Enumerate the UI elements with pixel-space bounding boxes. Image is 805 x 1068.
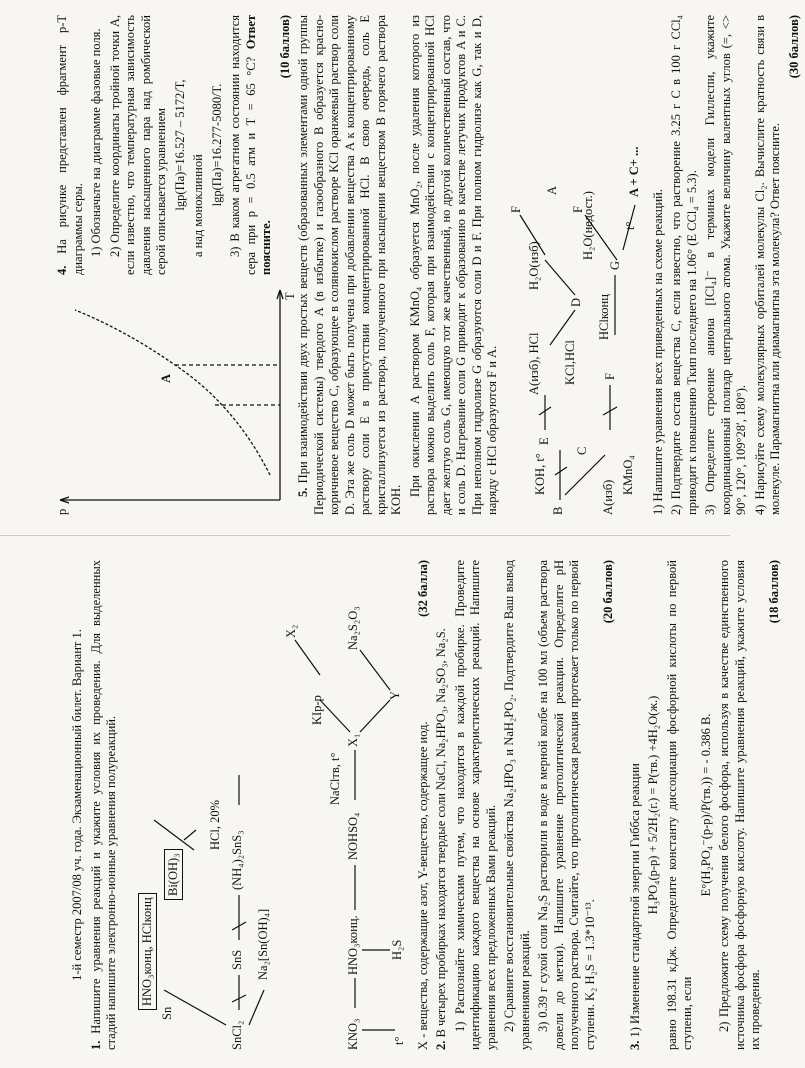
scheme-b: B	[550, 506, 565, 515]
t-label: t°	[391, 1036, 406, 1045]
task3-points: (18 баллов)	[766, 560, 781, 624]
task5-q1: 1) Напишите уравнения всех приведенных на схеме реакций.	[650, 189, 665, 515]
task2-points: (20 баллов)	[601, 560, 615, 624]
task3-part2: 2) Предложите схему получения белого фосфора, используя в качестве единственного источника фосфора фосфорную кислоту. Напишите уравнения реакций, укажите условия их проведения.	[717, 560, 762, 1050]
left-page	[70, 560, 785, 1050]
task2-part3: 3) 0.39 г сухой соли Na₂S растворили в воде в мерной колбе на 100 мл (объем раствора довели до метки). Напишите уравнение протолитической реакции. Определите pH полученного раствора. Считайте, что протолитическая реакция протекает только по первой ступени. K₂ H₂S = 1.3*10⁻¹³.	[536, 560, 597, 1050]
task4-eq2: lgp(Па)=16.277-5080/T.	[209, 83, 224, 207]
nohso4-label: NOHSO₄	[345, 812, 360, 860]
x1-label: X₁	[345, 733, 360, 747]
axis-p-label: p	[55, 508, 69, 515]
scheme-h2o-izb: H₂O(изб)	[526, 241, 541, 290]
nh4sns3-label: (NH₄)₂SnS₃	[229, 830, 244, 890]
na2s2o3-label: Na₂S₂O₃	[345, 606, 360, 650]
task3-part1: 3. 1) Изменение стандартной энергии Гиббса реакции	[627, 763, 642, 1050]
task5-q3: 3) Определите строение аниона [ICl₄]⁻ в терминах модели Гиллеспи, укажите координационный полиэдр центрального атома. Укажите величину валентных углов (=, <> 90°, 120°, 109°28′, 180°).	[703, 15, 748, 515]
scheme-f1: F	[508, 206, 523, 213]
task1-intro: 1. Напишите уравнения реакций и укажите условия их проведения. Для выделенных стадий напишите электронно-ионные уравнения полуреакций.	[88, 560, 118, 1050]
scheme-d: D	[568, 297, 583, 307]
pt-diagram-plot	[55, 285, 295, 515]
task5-text-b: При окислении A раствором KMnO₄ образуется MnO₂, после удаления которого из раствора можно выделить соль F, которая при взаимодействии с концентрированной HCl дает желтую соль G, имеющую тот же качественный, но другой количественный состав, что и соль D. Нагревание соли G приводит к образованию в качестве летучих продуктов A и C. При неполном гидролизе G образуются соли D и F. При полном гидролизе как G, так и D, наряду с HCl образуются F и A.	[407, 15, 499, 515]
scheme-hcl-konc: HClконц	[596, 294, 611, 340]
task3-e0: E°(H₂PO₄⁻(р-р)/P(тв.)) = - 0.386 В.	[698, 713, 713, 897]
task2-part2: 2) Сравните восстановительные свойства Na₂HPO₃ и NaH₂PO₂. Подтвердите Ваш вывод уравнениями реакций.	[502, 560, 532, 1050]
scheme-t: t°	[622, 221, 637, 230]
bioh3-box: Bi(OH)₃	[164, 849, 184, 900]
pt-diagram	[55, 285, 295, 515]
task5-q4: 4) Нарисуйте схему молекулярных орбиталей молекулы Cl₂. Вычислите кратность связи в молекуле. Парамагнитна или диамагнитна эта молекула? Ответ поясните.	[752, 15, 782, 515]
scheme-koh: KOH, t°	[532, 453, 547, 495]
task5-q2: 2) Подтвердите состав вещества C, если известно, что растворение 3.25 г C в 100 г CCl₄ приводит к повышению Tкип последнего на 1.06° (E CCl₄ = 5.3).	[669, 15, 699, 515]
task4-intro: 4. На рисунке представлен фрагмент p-T диаграммы серы.	[55, 15, 85, 275]
sns-label: SnS	[229, 949, 244, 970]
hno3-label: HNO₃конц.	[345, 915, 360, 975]
ticket-header: 1-й семестр 2007/08 уч. года. Экзаменационный билет. Вариант 1.	[70, 629, 84, 981]
task5-scheme	[505, 15, 645, 515]
task5-points: (30 баллов)	[786, 15, 801, 79]
h2s-label: H₂S	[389, 939, 404, 960]
y-label: Y	[387, 690, 402, 700]
sn-label: Sn	[159, 1006, 174, 1020]
sncl2-label: SnCl₂	[229, 1020, 244, 1050]
scheme-2	[280, 560, 410, 1050]
scheme-g: G	[607, 260, 622, 270]
task2-intro: 2. В четырех пробирках находятся твердые соли NaCl, Na₂HPO₃, Na₂SO₃, Na₂S.	[434, 628, 448, 1050]
scheme-a-izb: A(изб)	[600, 479, 615, 515]
task3-part1b: равно 198.31 кДж. Определите константу диссоциации фосфорной кислоты по первой ступени, если	[664, 560, 694, 1050]
hcl20-label: HCl, 20%	[207, 800, 222, 850]
task4-mono: а над моноклинной	[191, 154, 205, 257]
right-page	[55, 15, 805, 515]
task4-block	[55, 15, 296, 515]
page-seam	[0, 535, 730, 536]
scheme-a-top: A	[544, 185, 559, 195]
scheme-e: E	[536, 437, 551, 445]
scheme-kmno4: KMnO₄	[620, 455, 635, 495]
scheme-2-arrows	[280, 560, 410, 1050]
scheme-c: C	[574, 446, 589, 455]
task5-text-a: 5. При взаимодействии двух простых веществ (образованных элементами одной группы Периодической системы) твердого A (в избытке) и газообразного B образуется красно-коричневое вещество C, образующее в солянокислом растворе KCl оранжевый раствор соли D. Эта же соль D может быть получена при добавлении вещества A к концентрированному раствору соли E в присутствии концентрированной HCl. В свою очередь, соль E кристаллизуется из раствора, полученного при насыщении веществом B горячего раствора KOH.	[296, 15, 403, 515]
hno3-hcl-box: HNO₃конц, HClконц	[138, 893, 158, 1010]
task2-part1: 1) Распознайте химическим путем, что находится в каждой пробирке. Проведите идентификацию каждого вещества на основе характеристических реакций. Напишите уравнения всех предложенных Вами реакций.	[452, 560, 498, 1050]
task4-points: (10 баллов)	[277, 15, 292, 79]
na2snoh4-label: Na₂[Sn(OH)₄]	[255, 908, 270, 980]
task5-scheme-arrows	[505, 15, 645, 515]
scheme-1	[124, 560, 274, 1050]
scheme-a-plus-c: A + C+ ...	[626, 146, 641, 197]
nacl-label: NaClтв, t°	[327, 752, 342, 805]
scheme-h2o-ned: H₂O(недост.)	[580, 191, 595, 260]
scheme-f2: F	[602, 373, 617, 380]
task4-part2: 2) Определите координаты тройной точки A, если известно, что температурная зависимость давления насыщенного пара над ромбической серой описывается уравнением	[107, 15, 168, 275]
x2-label: X₂	[283, 624, 298, 638]
task4-part3: 3) В каком агрегатном состоянии находится сера при p = 0.5 атм и T = 65 °C? Ответ поясните.	[228, 14, 273, 275]
kl-label: KIр-р	[309, 695, 324, 725]
task3-equation: H₃PO₄(р-р) + 5/2H₂(г.) = P(тв.) +4H₂O(ж.)	[646, 695, 660, 915]
task4-eq1: lgp(Па)=16.527 – 5172/T,	[172, 79, 187, 211]
scheme-kcl-hcl: KCl,HCl	[562, 340, 577, 385]
task4-text	[55, 15, 296, 285]
triple-point-a: A	[159, 373, 173, 383]
kno3-label: KNO₃	[345, 1018, 360, 1050]
task1-note: X - вещества, содержащие азот, Y-вещество, содержащее иод. (32 балла)	[415, 560, 430, 1050]
scheme-f3: F	[570, 206, 585, 213]
scheme-a-hcl: A(изб), HCl	[526, 332, 541, 395]
axis-t-label: T	[283, 292, 297, 300]
task4-part1: 1) Обозначьте на диаграмме фазовые поля.	[89, 28, 103, 257]
